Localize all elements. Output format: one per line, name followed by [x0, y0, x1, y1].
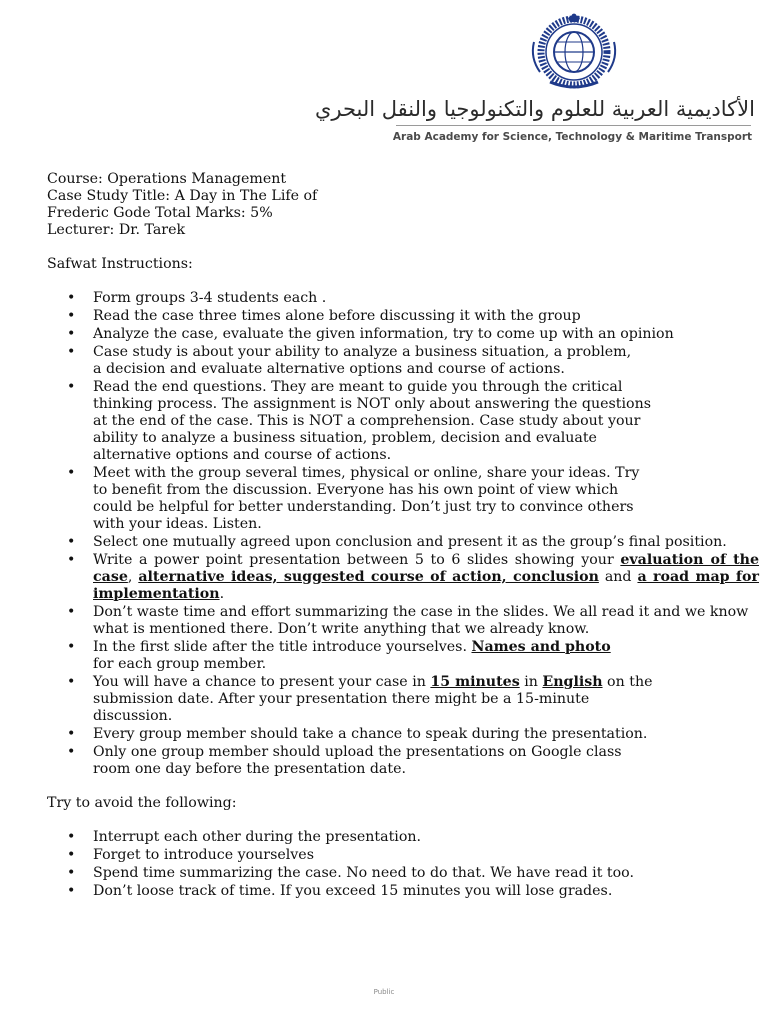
list-item: • Every group member should take a chance to speak during the presentation.	[93, 726, 759, 743]
list-item: • Forget to introduce yourselves	[93, 847, 759, 864]
list-item: • Spend time summarizing the case. No need to do that. We have read it too.	[93, 865, 759, 882]
logo-divider	[396, 125, 751, 126]
academy-english-name: Arab Academy for Science, Technology & Maritime Transport	[392, 131, 753, 143]
course-line: Course: Operations Management	[47, 171, 287, 187]
emphasis-english: English	[542, 674, 603, 690]
list-item: • Write a power point presentation between 5 to 6 slides showing your evaluation of the case, alternative ideas, suggested course of action, conclusion and a road map for implementation.	[93, 552, 759, 603]
emphasis-15-minutes: 15 minutes	[430, 674, 520, 690]
emphasis-alternatives: alternative ideas, suggested course of action, conclusion	[138, 569, 599, 585]
emphasis-implementation: implementation	[93, 586, 220, 602]
list-item: • In the first slide after the title introduce yourselves. Names and photo for each group member.	[93, 639, 759, 673]
marks-line: Frederic Gode Total Marks: 5%	[47, 205, 273, 221]
academy-emblem-icon	[528, 12, 620, 90]
list-item: • Form groups 3-4 students each .	[93, 290, 759, 307]
academy-logo	[314, 10, 755, 143]
list-item: • Read the case three times alone before discussing it with the group	[93, 308, 759, 325]
avoid-list	[47, 829, 759, 900]
lecturer-line: Lecturer: Dr. Tarek	[47, 222, 186, 238]
emphasis-road-map: a road map for	[637, 569, 759, 585]
list-item: • Read the end questions. They are meant to guide you through the critical thinking process. The assignment is NOT only about answering the questions at the end of the case. This is NOT a comprehension. Case study about your ability to analyze a business situation, problem, decision and evaluate alternative options and course of actions.	[93, 379, 759, 464]
classification-label: Public	[373, 988, 395, 996]
emphasis-names-photo: Names and photo	[471, 639, 611, 655]
document-body	[47, 171, 759, 901]
list-item: • Meet with the group several times, physical or online, share your ideas. Try to benefit from the discussion. Everyone has his own point of view which could be helpful for better understanding. Don’t just try to convince others with your ideas. Listen.	[93, 465, 759, 533]
emphasis-evaluation: evaluation of the	[620, 552, 759, 568]
list-item: • You will have a chance to present your case in 15 minutes in English on the submission date. After your presentation there might be a 15-minute discussion.	[93, 674, 759, 725]
list-item: • Interrupt each other during the presentation.	[93, 829, 759, 846]
avoid-heading: Try to avoid the following:	[47, 795, 237, 811]
list-item: • Select one mutually agreed upon conclusion and present it as the group’s final position.	[93, 534, 759, 551]
course-info	[47, 171, 759, 239]
instructions-list	[47, 290, 759, 778]
academy-arabic-name: الأكاديمية العربية للعلوم والتكنولوجيا والنقل البحري	[314, 97, 755, 121]
list-item: • Case study is about your ability to analyze a business situation, a problem, a decision and evaluate alternative options and course of actions.	[93, 344, 759, 378]
emphasis-case: case	[93, 569, 128, 585]
list-item: • Analyze the case, evaluate the given information, try to come up with an opinion	[93, 326, 759, 343]
list-item: • Don’t loose track of time. If you exceed 15 minutes you will lose grades.	[93, 883, 759, 900]
case-title-line: Case Study Title: A Day in The Life of	[47, 188, 318, 204]
list-item: • Only one group member should upload the presentations on Google class room one day before the presentation date.	[93, 744, 759, 778]
list-item: • Don’t waste time and effort summarizing the case in the slides. We all read it and we know what is mentioned there. Don’t write anything that we already know.	[93, 604, 759, 638]
instructions-heading: Safwat Instructions:	[47, 256, 193, 272]
